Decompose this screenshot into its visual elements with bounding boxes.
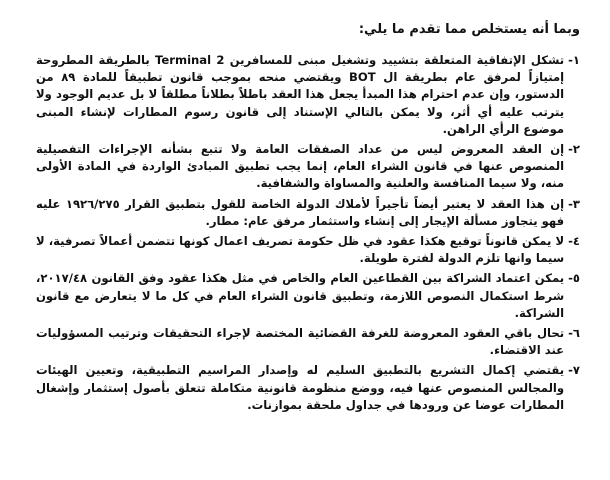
- conclusion-item-3: [36, 196, 580, 230]
- item-text: تشكل الإتفاقية المتعلقة بتشييد وتشغيل مبنى للمسافرين Terminal 2 بالطريقة المطروحة إمتيازاً لمرفق عام بطريقة ال BOT ويقتضي منحه بموجب قانون تطبيقاً للمادة ٨٩ من الدستور، وإن عدم احترام هذا المبدأ يجعل هذا العقد باطلاً بطلاناً مطلقاً لا بل عديم الوجود ولا يترتب عليه أي أثر، ولا يمكن بالتالي الإستناد إلى قانون رسوم المطارات لإنشاء المبنى موضوع الرأي الراهن.: [36, 53, 565, 136]
- item-number: ٦-: [568, 326, 580, 341]
- item-number: ٥-: [568, 271, 580, 286]
- item-number: ٢-: [568, 142, 580, 157]
- document-heading: وبما أنه يستخلص مما تقدم ما يلي:: [358, 22, 580, 37]
- conclusion-item-5: [36, 270, 580, 322]
- item-number: ٣-: [568, 196, 580, 211]
- conclusions-list: [36, 52, 580, 414]
- item-number: ٤-: [568, 234, 580, 249]
- item-text: لا يمكن قانوناً توقيع هكذا عقود في ظل حكومة تصريف اعمال كونها تتضمن أعمالاً تصرفية، لا سيما وانها تلزم الدولة لفترة طويلة.: [36, 234, 565, 266]
- conclusion-item-7: [36, 362, 580, 414]
- conclusion-item-2: [36, 141, 580, 193]
- item-number: ١-: [568, 53, 580, 67]
- item-text: إن هذا العقد لا يعتبر أيضاً تأجيراً لأملاك الدولة الخاصة للقول بتطبيق القرار ١٩٢٦/٢٧٥ عليه فهو يتجاوز مسألة الإيجار إلى إنشاء واستثمار مرفق عام: مطار.: [36, 196, 565, 228]
- item-text: إن العقد المعروض ليس من عداد الصفقات العامة ولا تتبع بشأنه الإجراءات التفصيلية المنصوص عنها في قانون الشراء العام، إنما يجب تطبيق المبادئ الواردة في المادة الأولى منه، ولا سيما المنافسة والعلنية والمساواة والشفافية.: [36, 142, 565, 191]
- item-text: يمكن اعتماد الشراكة بين القطاعين العام والخاص في مثل هكذا عقود وفق القانون ٢٠١٧/٤٨، شرط استكمال النصوص اللازمة، وتطبيق قانون الشراء العام في كل ما لا يتعارض مع قانون الشراكة.: [36, 271, 565, 320]
- item-text: تحال باقي العقود المعروضة للغرفة القضائية المختصة لإجراء التحقيقات وترتيب المسؤوليات عند الاقتضاء.: [36, 326, 565, 358]
- item-number: ٧-: [568, 363, 580, 378]
- conclusion-item-4: [36, 233, 580, 267]
- item-text: يقتضي إكمال التشريع بالتطبيق السليم له وإصدار المراسيم التطبيقية، وتعيين الهيئات والمجالس المنصوص عنها فيه، ووضع منظومة قانونية متكاملة تتعلق بأصول إستثمار وإشغال المطارات عوضا عن ورودها في جداول ملحقة بموازنات.: [36, 363, 565, 412]
- conclusion-item-1: [36, 52, 580, 138]
- conclusion-item-6: [36, 325, 580, 359]
